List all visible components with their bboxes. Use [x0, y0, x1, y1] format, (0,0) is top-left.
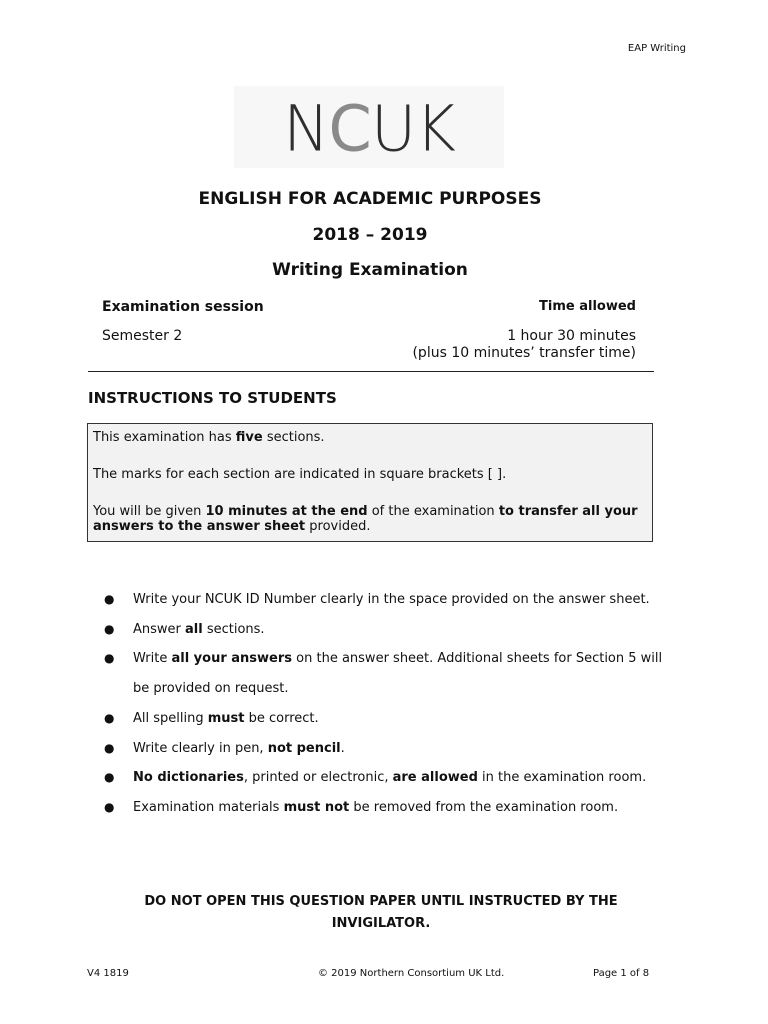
bullet-icon: ●: [104, 621, 115, 636]
divider: [88, 371, 654, 372]
bullet-icon: ●: [104, 651, 115, 666]
exam-session-value: Semester 2: [102, 328, 183, 344]
list-item: ● No dictionaries, printed or electronic, are allowed in the examination room.: [104, 763, 664, 793]
bullet-icon: ●: [104, 592, 115, 606]
box-paragraph-transfer: You will be given 10 minutes at the end of the examination to transfer all your answers to the answer sheet provided.: [93, 504, 638, 534]
course-title: ENGLISH FOR ACADEMIC PURPOSES: [198, 189, 542, 209]
bullet-icon: ●: [104, 799, 115, 814]
list-item: ● All spelling must be correct.: [104, 704, 664, 734]
do-not-open-warning: DO NOT OPEN THIS QUESTION PAPER UNTIL INSTRUCTED BY THE INVIGILATOR.: [144, 894, 618, 931]
academic-year: 2018 – 2019: [312, 225, 428, 245]
ncuk-logo: [234, 86, 504, 168]
logo-wordmark: NCUK: [283, 91, 455, 166]
list-item: ● Write clearly in pen, not pencil.: [104, 734, 664, 764]
instructions-heading: INSTRUCTIONS TO STUDENTS: [88, 389, 337, 407]
list-item: ● Examination materials must not be removed from the examination room.: [104, 793, 664, 823]
header-document-label: EAP Writing: [627, 43, 686, 54]
rules-list: [104, 585, 664, 823]
box-paragraph-marks: The marks for each section are indicated in square brackets [ ].: [93, 467, 507, 482]
time-allowed-value: 1 hour 30 minutes (plus 10 minutes’ transfer time): [412, 328, 636, 361]
exam-title: Writing Examination: [272, 260, 468, 280]
instructions-box: [87, 423, 653, 542]
list-item: ● Write all your answers on the answer sheet. Additional sheets for Section 5 will be provided on request.: [104, 644, 664, 703]
exam-session-label: Examination session: [102, 299, 264, 315]
footer-version: V4 1819: [87, 968, 129, 979]
footer-page-number: Page 1 of 8: [593, 968, 650, 979]
bullet-icon: ●: [104, 710, 115, 725]
footer-copyright: © 2019 Northern Consortium UK Ltd.: [318, 968, 505, 979]
bullet-icon: ●: [104, 740, 115, 755]
list-item: ● Write your NCUK ID Number clearly in the space provided on the answer sheet.: [104, 585, 664, 615]
bullet-icon: ●: [104, 770, 115, 785]
box-paragraph-sections: This examination has five sections.: [93, 430, 325, 445]
list-item: ● Answer all sections.: [104, 615, 664, 645]
time-allowed-label: Time allowed: [539, 299, 636, 314]
